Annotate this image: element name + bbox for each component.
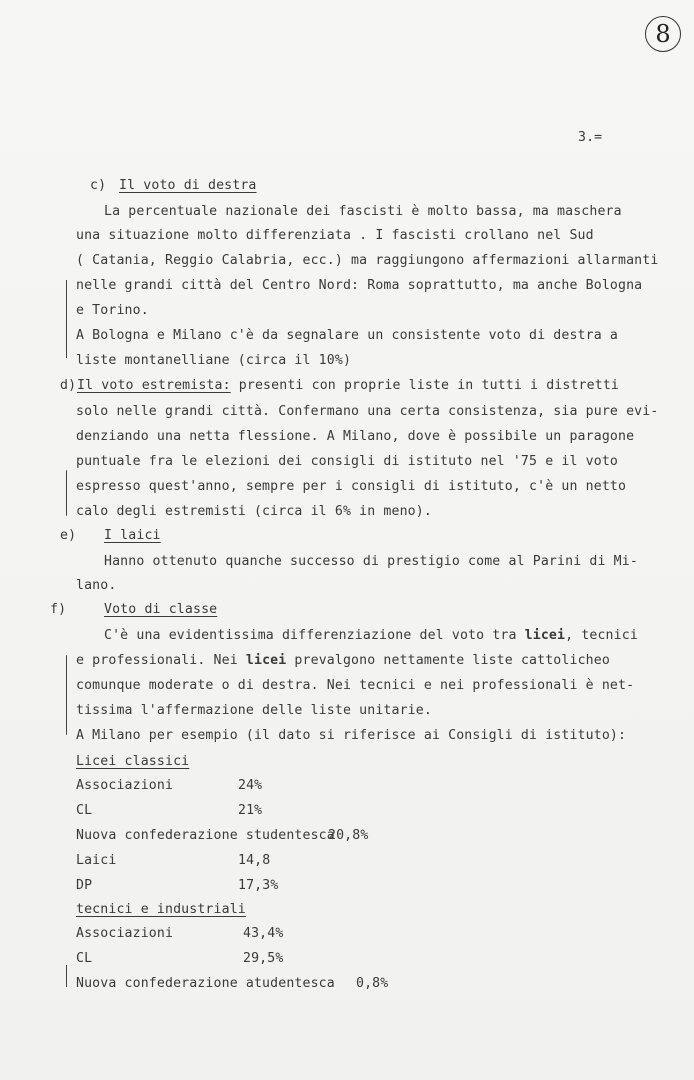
paragraph-line: una situazione molto differenziata . I fascisti crollano nel Sud (76, 228, 594, 243)
table-row-name: DP (76, 878, 93, 893)
table-row-value: 0,8% (356, 976, 389, 991)
section-e-title: I laici (104, 528, 161, 543)
text-span: , tecnici (565, 628, 638, 643)
paragraph-line: A Milano per esempio (il dato si riferisce ai Consigli di istituto): (76, 728, 627, 743)
table-row-name: CL (76, 951, 93, 966)
margin-bracket (66, 470, 67, 516)
table-row-name: Nuova confederazione studentesca (76, 828, 335, 843)
paragraph-line (104, 628, 638, 644)
margin-bracket (66, 965, 67, 987)
section-f-label: f) (50, 602, 67, 617)
paragraph-line: espresso quest'anno, sempre per i consigli di istituto, c'è un netto (76, 479, 627, 494)
paragraph-line: lano. (76, 578, 117, 593)
section-d-label: d) (60, 378, 77, 393)
section-d-first-line: presenti con proprie liste in tutti i distretti (230, 378, 620, 393)
table-row-value: 20,8% (328, 828, 369, 843)
table-row-value: 21% (238, 803, 263, 818)
text-span: C'è una evidentissima differenziazione del voto tra (104, 628, 525, 643)
text-span: e professionali. Nei (76, 653, 246, 668)
paragraph-line: calo degli estremisti (circa il 6% in meno). (76, 504, 432, 519)
emphasis-licei: licei (524, 628, 566, 643)
section-c-label: c) (90, 178, 107, 193)
table-row-name: Associazioni (76, 926, 174, 941)
paragraph-line: ( Catania, Reggio Calabria, ecc.) ma raggiungono affermazioni allarmanti (76, 253, 659, 268)
table-row-value: 14,8 (238, 853, 271, 868)
table-row-value: 24% (238, 778, 263, 793)
section-e-label: e) (60, 528, 77, 543)
section-d-heading (77, 378, 619, 394)
table-row-value: 43,4% (243, 926, 284, 941)
table-row-name: Associazioni (76, 778, 174, 793)
table-row-name: Laici (76, 853, 117, 868)
paragraph-line: denziando una netta flessione. A Milano, dove è possibile un paragone (76, 429, 635, 444)
table-row-name: Nuova confederazione atudentesca (76, 976, 335, 991)
margin-bracket (66, 280, 67, 358)
text-span: prevalgono nettamente liste cattolicheo (286, 653, 610, 668)
table-row-value: 17,3% (238, 878, 279, 893)
paragraph-line: solo nelle grandi città. Confermano una certa consistenza, sia pure evi- (76, 404, 659, 419)
section-c-title: Il voto di destra (119, 178, 257, 193)
table-heading-licei: Licei classici (76, 754, 190, 769)
page-stamp: 8 (645, 16, 681, 52)
section-d-title: Il voto estremista: (77, 378, 231, 393)
paragraph-line: liste montanelliane (circa il 10%) (76, 353, 352, 368)
paragraph-line: A Bologna e Milano c'è da segnalare un consistente voto di destra a (76, 328, 618, 343)
emphasis-licei: licei (245, 653, 287, 668)
paragraph-line: Hanno ottenuto quanche successo di prestigio come al Parini di Mi- (104, 554, 638, 569)
margin-bracket (66, 655, 67, 735)
paragraph-line: puntuale fra le elezioni dei consigli di istituto nel '75 e il voto (76, 454, 618, 469)
paragraph-line: tissima l'affermazione delle liste unitarie. (76, 703, 432, 718)
paragraph-line (76, 653, 610, 669)
table-heading-tecnici: tecnici e industriali (76, 902, 246, 917)
section-f-title: Voto di classe (104, 602, 218, 617)
paragraph-line: nelle grandi città del Centro Nord: Roma soprattutto, ma anche Bologna (76, 278, 643, 293)
page-number: 3.= (578, 130, 603, 145)
paragraph-line: La percentuale nazionale dei fascisti è molto bassa, ma maschera (104, 204, 622, 219)
table-row-name: CL (76, 803, 93, 818)
table-row-value: 29,5% (243, 951, 284, 966)
paragraph-line: comunque moderate o di destra. Nei tecnici e nei professionali è net- (76, 678, 635, 693)
paragraph-line: e Torino. (76, 303, 149, 318)
